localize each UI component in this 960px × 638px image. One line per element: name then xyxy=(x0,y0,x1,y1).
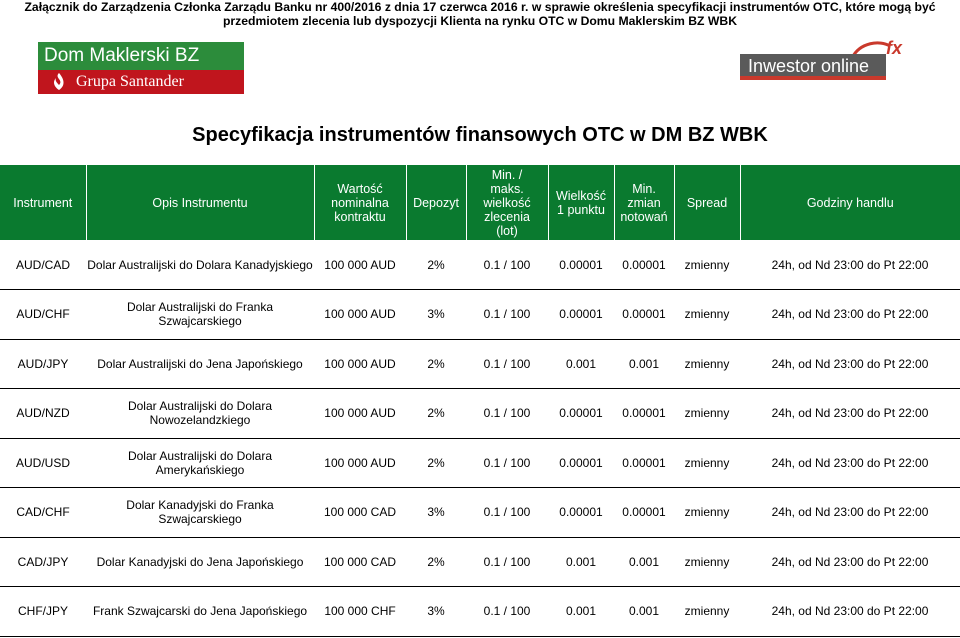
min-change-cell: 0.00001 xyxy=(614,389,674,439)
nominal-value-cell: 100 000 AUD xyxy=(314,290,406,340)
trading-hours-cell: 24h, od Nd 23:00 do Pt 22:00 xyxy=(740,339,960,389)
instrument-cell: AUD/CHF xyxy=(0,290,86,340)
trading-hours-cell: 24h, od Nd 23:00 do Pt 22:00 xyxy=(740,587,960,637)
instrument-cell: CAD/JPY xyxy=(0,537,86,587)
column-header: Wielkość 1 punktu xyxy=(548,165,614,240)
header-line-1: Załącznik do Zarządzenia Członka Zarządu Banku nr 400/2016 z dnia 17 czerwca 2016 r. w sprawie określenia specyfikacji instrumentów OTC, które mogą być xyxy=(24,0,936,14)
table-row xyxy=(0,438,960,488)
table-row xyxy=(0,389,960,439)
column-header: Spread xyxy=(674,165,740,240)
nominal-value-cell: 100 000 AUD xyxy=(314,438,406,488)
point-size-cell: 0.00001 xyxy=(548,389,614,439)
column-header: Min. / maks. wielkość zlecenia (lot) xyxy=(466,165,548,240)
description-cell: Dolar Australijski do Dolara Amerykańskiego xyxy=(86,438,314,488)
point-size-cell: 0.001 xyxy=(548,537,614,587)
lot-cell: 0.1 / 100 xyxy=(466,587,548,637)
point-size-cell: 0.001 xyxy=(548,339,614,389)
instrument-cell: AUD/NZD xyxy=(0,389,86,439)
column-header: Instrument xyxy=(0,165,86,240)
nominal-value-cell: 100 000 AUD xyxy=(314,339,406,389)
table-row xyxy=(0,488,960,538)
logo-text: Inwestor online xyxy=(740,54,886,80)
min-change-cell: 0.00001 xyxy=(614,290,674,340)
instrument-cell: CAD/CHF xyxy=(0,488,86,538)
trading-hours-cell: 24h, od Nd 23:00 do Pt 22:00 xyxy=(740,290,960,340)
logo-line-1: Dom Maklerski BZ xyxy=(38,42,244,70)
page-title: Specyfikacja instrumentów finansowych OTC w DM BZ WBK xyxy=(192,124,768,146)
lot-cell: 0.1 / 100 xyxy=(466,240,548,290)
instrument-cell: AUD/USD xyxy=(0,438,86,488)
min-change-cell: 0.00001 xyxy=(614,438,674,488)
point-size-cell: 0.00001 xyxy=(548,438,614,488)
nominal-value-cell: 100 000 AUD xyxy=(314,389,406,439)
description-cell: Frank Szwajcarski do Jena Japońskiego xyxy=(86,587,314,637)
trading-hours-cell: 24h, od Nd 23:00 do Pt 22:00 xyxy=(740,438,960,488)
nominal-value-cell: 100 000 AUD xyxy=(314,240,406,290)
deposit-cell: 2% xyxy=(406,438,466,488)
min-change-cell: 0.001 xyxy=(614,537,674,587)
table-row xyxy=(0,290,960,340)
deposit-cell: 3% xyxy=(406,587,466,637)
trading-hours-cell: 24h, od Nd 23:00 do Pt 22:00 xyxy=(740,488,960,538)
spread-cell: zmienny xyxy=(674,438,740,488)
table-header-row xyxy=(0,165,960,240)
column-header: Opis Instrumentu xyxy=(86,165,314,240)
point-size-cell: 0.001 xyxy=(548,587,614,637)
description-cell: Dolar Australijski do Dolara Nowozelandzkiego xyxy=(86,389,314,439)
instrument-cell: AUD/JPY xyxy=(0,339,86,389)
inwestor-online-logo xyxy=(740,40,910,82)
min-change-cell: 0.00001 xyxy=(614,488,674,538)
spread-cell: zmienny xyxy=(674,339,740,389)
document-header xyxy=(0,0,960,28)
spread-cell: zmienny xyxy=(674,240,740,290)
lot-cell: 0.1 / 100 xyxy=(466,438,548,488)
nominal-value-cell: 100 000 CHF xyxy=(314,587,406,637)
spread-cell: zmienny xyxy=(674,290,740,340)
column-header: Min. zmian notowań xyxy=(614,165,674,240)
deposit-cell: 3% xyxy=(406,488,466,538)
min-change-cell: 0.001 xyxy=(614,587,674,637)
description-cell: Dolar Australijski do Franka Szwajcarskiego xyxy=(86,290,314,340)
nominal-value-cell: 100 000 CAD xyxy=(314,537,406,587)
header-line-2: przedmiotem zlecenia lub dyspozycji Klienta na rynku OTC w Domu Maklerskim BZ WBK xyxy=(222,14,737,28)
column-header: Depozyt xyxy=(406,165,466,240)
column-header: Wartość nominalna kontraktu xyxy=(314,165,406,240)
lot-cell: 0.1 / 100 xyxy=(466,290,548,340)
description-cell: Dolar Australijski do Jena Japońskiego xyxy=(86,339,314,389)
instrument-cell: AUD/CAD xyxy=(0,240,86,290)
trading-hours-cell: 24h, od Nd 23:00 do Pt 22:00 xyxy=(740,389,960,439)
deposit-cell: 2% xyxy=(406,537,466,587)
dm-bzwbk-logo xyxy=(38,42,244,94)
lot-cell: 0.1 / 100 xyxy=(466,389,548,439)
lot-cell: 0.1 / 100 xyxy=(466,537,548,587)
nominal-value-cell: 100 000 CAD xyxy=(314,488,406,538)
point-size-cell: 0.00001 xyxy=(548,488,614,538)
table-row xyxy=(0,339,960,389)
description-cell: Dolar Kanadyjski do Franka Szwajcarskiego xyxy=(86,488,314,538)
santander-flame-icon xyxy=(50,72,68,92)
spread-cell: zmienny xyxy=(674,389,740,439)
point-size-cell: 0.00001 xyxy=(548,240,614,290)
spread-cell: zmienny xyxy=(674,537,740,587)
column-header: Godziny handlu xyxy=(740,165,960,240)
table-row xyxy=(0,240,960,290)
trading-hours-cell: 24h, od Nd 23:00 do Pt 22:00 xyxy=(740,240,960,290)
table-row xyxy=(0,587,960,637)
deposit-cell: 2% xyxy=(406,339,466,389)
logo-line-2: Grupa Santander xyxy=(38,70,244,94)
description-cell: Dolar Kanadyjski do Jena Japońskiego xyxy=(86,537,314,587)
logo-fx: fx xyxy=(886,38,903,58)
point-size-cell: 0.00001 xyxy=(548,290,614,340)
spread-cell: zmienny xyxy=(674,488,740,538)
deposit-cell: 2% xyxy=(406,240,466,290)
deposit-cell: 2% xyxy=(406,389,466,439)
min-change-cell: 0.00001 xyxy=(614,240,674,290)
lot-cell: 0.1 / 100 xyxy=(466,339,548,389)
spread-cell: zmienny xyxy=(674,587,740,637)
trading-hours-cell: 24h, od Nd 23:00 do Pt 22:00 xyxy=(740,537,960,587)
instrument-cell: CHF/JPY xyxy=(0,587,86,637)
instruments-table xyxy=(0,165,960,637)
deposit-cell: 3% xyxy=(406,290,466,340)
lot-cell: 0.1 / 100 xyxy=(466,488,548,538)
table-row xyxy=(0,537,960,587)
description-cell: Dolar Australijski do Dolara Kanadyjskiego xyxy=(86,240,314,290)
min-change-cell: 0.001 xyxy=(614,339,674,389)
